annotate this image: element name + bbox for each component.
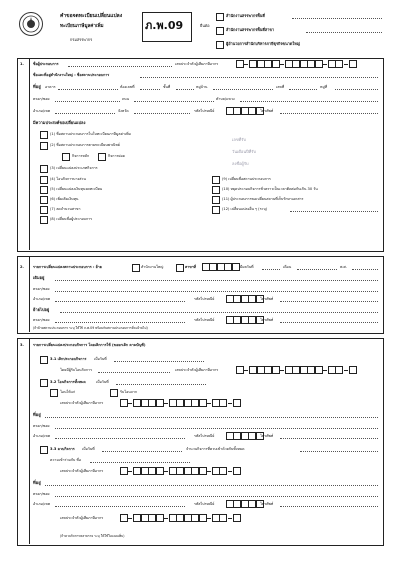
change-reason-label: มีความประสงค์ขอเปลี่ยนแปลง bbox=[33, 120, 86, 125]
shop-name-label: ชื่อและที่อยู่สำนักงานใหญ่ : ชื่อสถานประกอบการ bbox=[33, 73, 110, 77]
office-branch-label: สำนักงานสรรพากรพื้นที่สาขา bbox=[226, 27, 275, 32]
new-address-line-2[interactable] bbox=[55, 319, 185, 323]
district-field[interactable] bbox=[55, 110, 115, 114]
cease-transferee-field[interactable] bbox=[98, 369, 170, 373]
new-phone-label: โทรศัพท์ bbox=[260, 318, 274, 322]
reason-10-checkbox[interactable] bbox=[212, 186, 220, 194]
transfer-date-field[interactable] bbox=[116, 381, 206, 385]
effective-date-label: มีผลวันที่ bbox=[240, 265, 254, 269]
transfer-to-checkbox[interactable] bbox=[50, 389, 58, 397]
office-area-checkbox[interactable] bbox=[216, 13, 224, 21]
operator-name-field[interactable] bbox=[68, 63, 172, 67]
transfer-postcode-cells[interactable] bbox=[226, 433, 263, 439]
merge-district-label: อำเภอ/เขต bbox=[33, 502, 51, 506]
move-head-office-checkbox[interactable] bbox=[132, 264, 140, 272]
moo-label: หมู่ที่ bbox=[320, 85, 328, 89]
move-branch-label: สาขาที่ bbox=[185, 265, 197, 269]
new-soi-label: ตรอก/ซอย bbox=[33, 318, 50, 322]
cease-transferee-label: โดยมีผู้รับโอนกิจการ bbox=[60, 368, 93, 372]
village-field[interactable] bbox=[213, 86, 273, 90]
transfer-address-line-3[interactable] bbox=[55, 435, 185, 439]
reason-8-label: (8) เปลี่ยนชื่อผู้ประกอบการ bbox=[50, 217, 93, 221]
merge-checkbox[interactable] bbox=[40, 446, 48, 454]
effective-year-label: พ.ศ. bbox=[340, 265, 347, 269]
form-code-box bbox=[142, 12, 192, 42]
new-phone-field[interactable] bbox=[280, 319, 378, 323]
merge-new-tax-id-label: เลขประจำตัวผู้เสียภาษีอากร bbox=[60, 516, 104, 520]
department-name: กรมสรรพากร bbox=[70, 37, 93, 42]
cease-business-label: 3.1 เลิกประกอบกิจการ bbox=[50, 357, 87, 361]
old-address-line-1[interactable] bbox=[55, 277, 378, 281]
cease-date-field[interactable] bbox=[114, 358, 204, 362]
old-address-line-3[interactable] bbox=[55, 298, 185, 302]
reason-4-label: (4) โอนกิจการบางส่วน bbox=[50, 177, 86, 181]
transfer-phone-label: โทรศัพท์ bbox=[260, 434, 274, 438]
transfer-date-label: เมื่อวันที่ bbox=[96, 380, 109, 384]
office-area-label: สำนักงานสรรพากรพื้นที่ bbox=[226, 13, 265, 18]
section-3-title: รายการเปลี่ยนแปลงประกอบกิจการ โดยเลิกการใช้ (ขอยกเลิก ตามบัญชี) bbox=[33, 343, 146, 347]
office-branch-checkbox[interactable] bbox=[216, 27, 224, 35]
reason-1-checkbox[interactable] bbox=[40, 131, 48, 139]
move-head-office-label: สำนักงานใหญ่ bbox=[141, 265, 164, 269]
new-postcode-cells[interactable] bbox=[226, 317, 263, 323]
reason-5-label: (5) เปลี่ยนแปลงเงินทุนจดทะเบียน bbox=[50, 187, 103, 191]
reason-12-field[interactable] bbox=[290, 208, 378, 212]
reason-10-label: (10) หยุดประกอบกิจการชั่วคราวเป็นเวลาติดต่อกันเกิน 30 วัน bbox=[222, 187, 318, 191]
merge-phone-field[interactable] bbox=[280, 503, 378, 507]
cease-date-label: เมื่อวันที่ bbox=[94, 357, 107, 361]
transfer-address-line-2[interactable] bbox=[55, 425, 378, 429]
effective-month-field[interactable] bbox=[297, 266, 337, 270]
officer-receipt-date: วันเดือนปีที่รับ bbox=[232, 149, 256, 154]
merge-new-tax-id-cells[interactable] bbox=[120, 515, 240, 521]
building-field[interactable] bbox=[58, 86, 118, 90]
transfer-soi-label: ตรอก/ซอย bbox=[33, 424, 50, 428]
transfer-district-label: อำเภอ/เขต bbox=[33, 434, 51, 438]
room-label: ห้องเลขที่ bbox=[120, 85, 135, 89]
merge-tax-id-cells[interactable] bbox=[120, 468, 240, 474]
reason-2-label: (2) ชื่อสถานประกอบการตามทะเบียนพาณิชย์ bbox=[50, 143, 120, 147]
merge-count-field[interactable] bbox=[300, 448, 378, 452]
reason-8-checkbox[interactable] bbox=[40, 216, 48, 224]
reason-3-checkbox[interactable] bbox=[40, 165, 48, 173]
building-label: อาคาร bbox=[45, 85, 56, 89]
section-2-title: รายการเปลี่ยนแปลงสถานประกอบการ : ย้าย bbox=[33, 265, 102, 269]
branch-no-cells[interactable] bbox=[202, 264, 239, 270]
district-label: อำเภอ/เขต bbox=[33, 109, 51, 113]
subdistrict-label: ตำบล/แขวง bbox=[216, 97, 235, 101]
reason-12-label: (12) เปลี่ยนแปลงอื่น ๆ (ระบุ) bbox=[222, 207, 268, 211]
room-field[interactable] bbox=[140, 86, 160, 90]
transfer-phone-field[interactable] bbox=[280, 435, 378, 439]
subdistrict-field[interactable] bbox=[240, 98, 378, 102]
cease-business-checkbox[interactable] bbox=[40, 356, 48, 364]
form-title-sub: ทะเบียนภาษีมูลค่าเพิ่ม bbox=[60, 24, 104, 29]
move-branch-checkbox[interactable] bbox=[176, 264, 184, 272]
old-address-label: เดิมอยู่ bbox=[33, 275, 45, 280]
merge-partner-label: ความเข้าร่วมกับ ชื่อ bbox=[50, 458, 82, 462]
reason-12-checkbox[interactable] bbox=[212, 206, 220, 214]
merge-postcode-cells[interactable] bbox=[226, 501, 263, 507]
merge-date-field[interactable] bbox=[102, 448, 182, 452]
submit-to-label: ยื่นต่อ bbox=[200, 23, 210, 28]
cease-tax-id-label: เลขประจำตัวผู้เสียภาษีอากร bbox=[175, 368, 219, 372]
tax-id-label: เลขประจำตัวผู้เสียภาษีอากร bbox=[175, 62, 219, 66]
merge-date-label: เมื่อวันที่ bbox=[82, 447, 95, 451]
transfer-tax-id-cells[interactable] bbox=[120, 400, 240, 406]
reason-1-label: (1) ชื่อสถานประกอบการในใบทะเบียนภาษีมูลค่าเพิ่ม bbox=[50, 132, 131, 136]
soi-field[interactable] bbox=[55, 98, 120, 102]
reason-11-checkbox[interactable] bbox=[212, 196, 220, 204]
revenue-department-seal-icon bbox=[19, 12, 43, 36]
transfer-from-label: รับโอนจาก bbox=[120, 390, 138, 394]
reason-9-label: (9) เปลี่ยนชื่อสถานประกอบการ bbox=[222, 177, 271, 181]
merge-label: 3.3 ควบกิจการ bbox=[50, 447, 75, 451]
transfer-all-checkbox[interactable] bbox=[40, 379, 48, 387]
officer-signature: ลงชื่อผู้รับ bbox=[232, 161, 249, 166]
section-2-number: 2. bbox=[20, 265, 24, 269]
sub-option-main-checkbox[interactable] bbox=[62, 153, 70, 161]
reason-11-label: (11) ผู้ประกอบการขอเปลี่ยนสถานที่เก็บรักษาเอกสาร bbox=[222, 197, 304, 201]
road-label: ถนน bbox=[122, 97, 130, 101]
merge-address-line-2[interactable] bbox=[55, 493, 378, 497]
postcode-label: รหัสไปรษณีย์ bbox=[194, 109, 215, 113]
section-3-number: 3. bbox=[20, 343, 24, 347]
section-1-number: 1. bbox=[20, 62, 24, 66]
form-code: ภ.พ.09 bbox=[145, 19, 184, 32]
province-field[interactable] bbox=[134, 110, 190, 114]
sub-option-main-label: กิจการหลัก bbox=[72, 154, 90, 158]
house-no-label: เลขที่ bbox=[276, 85, 285, 89]
office-area-field[interactable] bbox=[292, 15, 382, 19]
merge-address-line-3[interactable] bbox=[55, 503, 185, 507]
shop-name-field[interactable] bbox=[140, 74, 378, 78]
old-address-line-2[interactable] bbox=[55, 288, 378, 292]
old-phone-field[interactable] bbox=[280, 298, 378, 302]
section-2-footnote: (ถ้าย้ายสถานประกอบการ ระบุ ให้ใช้ ภ.พ.09 พร้อมกับสถานประกอบการที่จะย้ายไป) bbox=[33, 326, 148, 330]
officer-receipt-no: เลขที่รับ bbox=[232, 137, 246, 142]
sub-option-minor-label: กิจการย่อย bbox=[108, 154, 125, 158]
floor-field[interactable] bbox=[176, 86, 194, 90]
office-branch-field[interactable] bbox=[306, 29, 382, 33]
old-postcode-cells[interactable] bbox=[226, 296, 263, 302]
new-address-label: ย้ายไปอยู่ bbox=[33, 307, 50, 312]
new-address-line-1[interactable] bbox=[60, 309, 378, 313]
old-phone-label: โทรศัพท์ bbox=[260, 297, 274, 301]
merge-soi-label: ตรอก/ซอย bbox=[33, 492, 50, 496]
operator-name-label: ชื่อผู้ประกอบการ bbox=[33, 62, 59, 66]
house-no-field[interactable] bbox=[289, 86, 317, 90]
large-business-office-label: ผู้อำนวยการสำนักบริหารภาษีธุรกิจขนาดใหญ่ bbox=[226, 41, 300, 46]
road-field[interactable] bbox=[134, 98, 214, 102]
merge-address-label: ที่อยู่ bbox=[33, 480, 41, 485]
transfer-address-line-1[interactable] bbox=[45, 414, 378, 418]
transfer-address-label: ที่อยู่ bbox=[33, 412, 41, 417]
province-label: จังหวัด bbox=[118, 109, 129, 113]
merge-postcode-label: รหัสไปรษณีย์ bbox=[194, 502, 215, 506]
reason-4-checkbox[interactable] bbox=[40, 176, 48, 184]
transfer-tax-id-label: เลขประจำตัวผู้เสียภาษีอากร bbox=[60, 401, 104, 405]
merge-address-line-1[interactable] bbox=[45, 482, 378, 486]
old-postcode-label: รหัสไปรษณีย์ bbox=[194, 297, 215, 301]
reason-3-label: (3) เปลี่ยนแปลงประเภทกิจการ bbox=[50, 166, 98, 170]
transfer-postcode-label: รหัสไปรษณีย์ bbox=[194, 434, 215, 438]
transfer-all-label: 3.2 โอนกิจการทั้งหมด bbox=[50, 380, 86, 384]
transfer-to-label: โอนให้แก่ bbox=[60, 390, 76, 394]
soi-label: ตรอก/ซอย bbox=[33, 97, 50, 101]
village-label: หมู่บ้าน bbox=[196, 85, 208, 89]
postcode-cells[interactable] bbox=[226, 108, 263, 114]
reason-9-checkbox[interactable] bbox=[212, 176, 220, 184]
old-district-label: อำเภอ/เขต bbox=[33, 297, 51, 301]
merge-tax-id-label: เลขประจำตัวผู้เสียภาษีอากร bbox=[60, 469, 104, 473]
merge-phone-label: โทรศัพท์ bbox=[260, 502, 274, 506]
transfer-from-checkbox[interactable] bbox=[110, 389, 118, 397]
phone-label: โทรศัพท์ bbox=[260, 109, 274, 113]
new-postcode-label: รหัสไปรษณีย์ bbox=[194, 318, 215, 322]
reason-7-checkbox[interactable] bbox=[40, 206, 48, 214]
old-soi-label: ตรอก/ซอย bbox=[33, 287, 50, 291]
effective-month-label: เดือน bbox=[283, 265, 292, 269]
reason-5-checkbox[interactable] bbox=[40, 186, 48, 194]
reason-7-label: (7) ลดจำนวนสาขา bbox=[50, 207, 81, 211]
tax-id-cells[interactable] bbox=[236, 61, 356, 67]
floor-label: ชั้นที่ bbox=[163, 85, 171, 89]
merge-partner-field[interactable] bbox=[90, 459, 190, 463]
form-title-main: คำขอจดทะเบียนเปลี่ยนแปลง bbox=[60, 13, 123, 19]
reason-2-checkbox[interactable] bbox=[40, 142, 48, 150]
section-3-footnote: (ถ้าควบกิจการหลายราย ระบุ ให้ใช้ใบแนบเพิ่ม) bbox=[60, 534, 125, 538]
large-business-office-checkbox[interactable] bbox=[216, 41, 224, 49]
effective-year-field[interactable] bbox=[352, 266, 378, 270]
merge-count-label: จำนวนกิจการที่ควบเข้าด้วยกันทั้งหมด bbox=[186, 447, 245, 451]
cease-tax-id-cells[interactable] bbox=[236, 367, 356, 373]
moo-field[interactable] bbox=[335, 86, 378, 90]
effective-day-field[interactable] bbox=[262, 266, 280, 270]
phone-field[interactable] bbox=[280, 110, 378, 114]
sub-option-minor-checkbox[interactable] bbox=[98, 153, 106, 161]
reason-6-checkbox[interactable] bbox=[40, 196, 48, 204]
reason-6-label: (6) เพิ่มเติมเงินทุน bbox=[50, 197, 79, 201]
address-label: ที่อยู่ bbox=[33, 84, 41, 89]
